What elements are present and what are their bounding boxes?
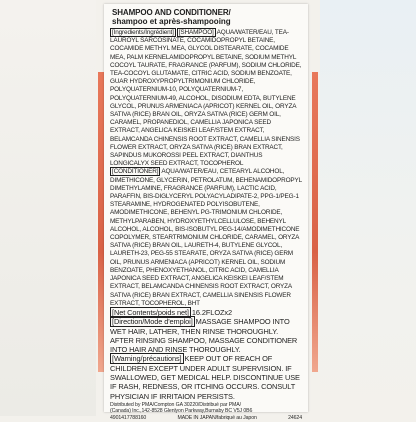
conditioner-ingredients	[110, 168, 302, 307]
ingredient-label	[104, 4, 308, 422]
footer-line-2: (Canada) Inc.,142-8528 Glenlyon Parkway,Burnaby BC V5J 0B6	[110, 408, 253, 415]
footer-line-1: Distributed by PMA/Compton GA 30220/Distribué par PMA/	[110, 401, 241, 408]
net-contents-tag: [Net Contents/poids net]	[112, 307, 189, 317]
warning-text: KEEP OUT OF REACH OF CHILDREN EXCEPT UNDER ADULT SUPERVISION. IF SWALLOWED, GET MEDICAL HELP. DISCONTINUE USE IF RASH, REDNESS, OR ITCHING OCCURS. CONSULT PHYSICIAN IF IRRITAION PERSISTS.	[110, 354, 300, 401]
directions	[110, 317, 302, 354]
shampoo-tag: [SHAMPOO]	[178, 29, 214, 36]
footer-origin: MADE IN JAPAN/fabriqué au Japon	[177, 415, 257, 422]
label-subtitle: shampoo et après-shampooing	[112, 17, 231, 26]
net-contents-value: 16.2FLOZx2	[191, 307, 232, 317]
product-background-right	[320, 0, 416, 416]
warning-tag: [Warning/précautions]	[112, 354, 182, 364]
ingredients-tag: [Ingredients/Ingrédient]	[112, 29, 174, 36]
warnings	[110, 354, 302, 400]
distributor-footer	[110, 402, 302, 422]
shampoo-ingredient-list: AQUA/WATER/EAU, TEA-LAUROYL SARCOSINATE, COCAMIDOPROPYL BETAINE, COCAMIDE METHYL MEA, GLYCOL DISTEARATE, COCAMIDE MEA, PALM KERNELAMIDOPROPYL BETAINE, SODIUM METHYL COCOYL TAURATE, FRAGRANCE (PARFUM), SODIUM CHLORIDE, TEA-COCOYL GLUTAMATE, CITRIC ACID, SODIUM BENZOATE, GUAR HYDROXYPROPYLTRIMONIUM CHLORIDE, POLYQUATERNIUM-10, POLYQUATERNIUM-7, POLYQUATERNIUM-49, ALCOHOL, DISODIUM EDTA, BUTYLENE GLYCOL, PRUNUS ARMENIACA (APRICOT) KERNEL OIL, ORYZA SATIVA (RICE) BRAN OIL, ORYZA SATIVA (RICE) GERM OIL, CARAMEL, PROPANEDIOL, CAMELLIA JAPONICA SEED EXTRACT, ANGELICA KEISKEI LEAF/STEM EXTRACT, BELAMCANDA CHINENSIS ROOT EXTRACT, CAMELLIA SINENSIS FLOWER EXTRACT, ORYZA SATIVA (RICE) BRAN EXTRACT, SAPINDUS MUKOROSSI PEEL EXTRACT, DIANTHUS LONGICALYX SEED EXTRACT, TOCOPHEROL	[110, 29, 302, 168]
footer-code: 4901417788160	[110, 415, 147, 422]
shampoo-ingredients	[110, 29, 302, 168]
direction-tag: [Direction/Mode d'emploi]	[112, 317, 193, 327]
footer-lot: 24624	[288, 415, 302, 422]
conditioner-ingredient-list: AQUA/WATER/EAU, CETEARYL ALCOHOL, DIMETHICONE, GLYCERIN, PETROLATUM, BEHENAMIDOPROPYL DIMETHYLAMINE, FRAGRANCE (PARFUM), LACTIC ACID, PARAFFIN, BIS-DIGLYCERYL POLYACYLADIPATE-2, PPG-1/PEG-1 STEARAMINE, HYDROGENATED POLYISOBUTENE, AMODIMETHICONE, BEHENYL PG-TRIMONIUM CHLORIDE, METHYLPARABEN, HYDROXYETHYLCELLULOSE, BEHENYL ALCOHOL, ALCOHOL, BIS-ISOBUTYL PEG-14/AMODIMETHICONE COPOLYMER, STEARTRIMONIUM CHLORIDE, CARAMEL, ORYZA SATIVA (RICE) BRAN OIL, LAURETH-4, BUTYLENE GLYCOL, LAURETH-23, PEG-55 STEARATE, ORYZA SATIVA (RICE) GERM OIL, PRUNUS ARMENIACA (APRICOT) KERNEL OIL, SODIUM BENZOATE, PHENOXYETHANOL, CITRIC ACID, CAMELLIA JAPONICA SEED EXTRACT, ANGELICA KEISKEI LEAF/STEM EXTRACT, BELAMCANDA CHINENSIS ROOT EXTRACT, ORYZA SATIVA (RICE) BRAN EXTRACT, CAMELLIA SINENSIS FLOWER EXTRACT, TOCOPHEROL, BHT	[110, 168, 302, 307]
product-background-left	[0, 0, 96, 416]
accent-strip-right	[312, 72, 318, 372]
direction-text: MASSAGE SHAMPOO INTO WET HAIR, LATHER, THEN RINSE THOROUGHLY. AFTER RINSING SHAMPOO, MASSAGE CONDITIONER INTO HAIR AND RINSE THOROUGHLY.	[110, 317, 298, 355]
footer-row	[110, 415, 302, 422]
label-title: SHAMPOO AND CONDITIONER/	[112, 8, 231, 17]
conditioner-tag: [CONDITIONER]	[112, 168, 159, 176]
